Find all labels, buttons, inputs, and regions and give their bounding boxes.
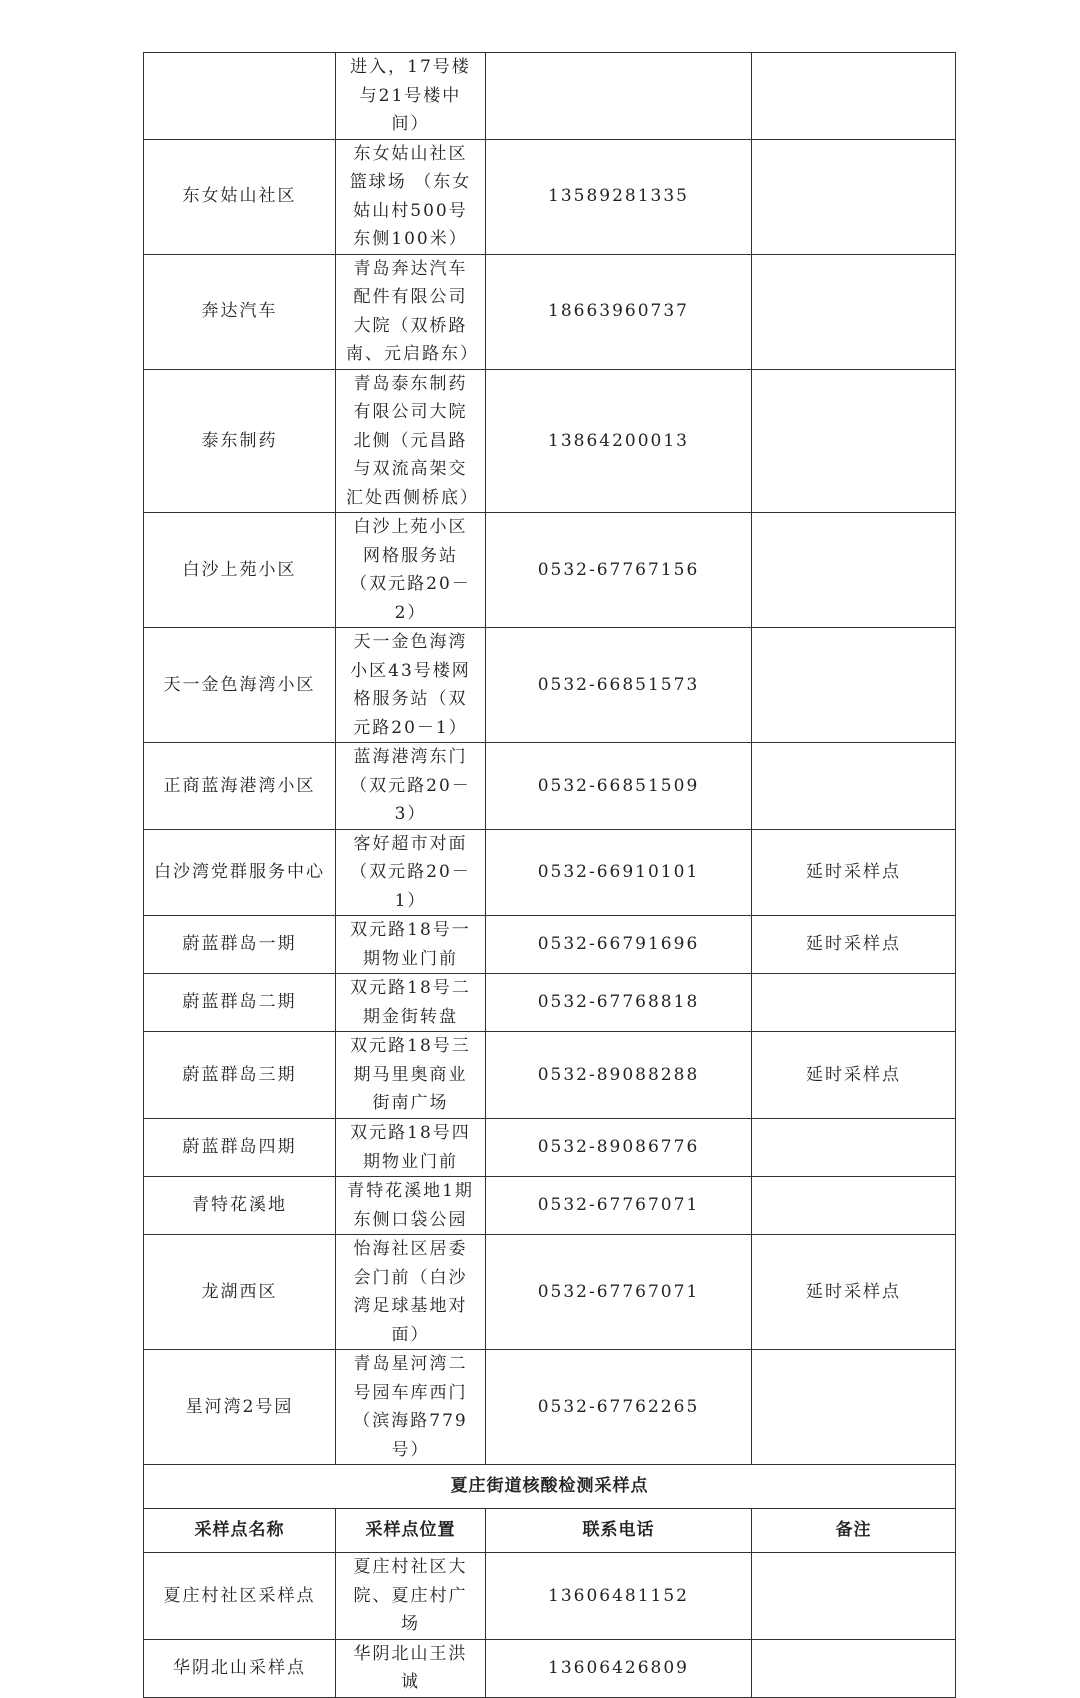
site-note [752,139,956,254]
site-phone: 0532-67768818 [486,974,752,1032]
site-phone: 0532-66851573 [486,628,752,743]
site-phone: 13606481152 [486,1553,752,1640]
site-location: 客好超市对面（双元路20－1） [336,829,486,916]
site-name: 夏庄村社区采样点 [144,1553,336,1640]
header-phone: 联系电话 [486,1509,752,1553]
site-location: 青特花溪地1期东侧口袋公园 [336,1177,486,1235]
site-note: 延时采样点 [752,1032,956,1119]
site-note [752,1350,956,1465]
section-title: 夏庄街道核酸检测采样点 [144,1465,956,1509]
site-location: 青岛泰东制药有限公司大院北侧（元昌路与双流高架交汇处西侧桥底） [336,369,486,513]
site-phone: 0532-67762265 [486,1350,752,1465]
site-note [752,254,956,369]
site-note [752,1553,956,1640]
site-name: 天一金色海湾小区 [144,628,336,743]
site-note [752,1177,956,1235]
table-row [144,1350,956,1465]
site-phone: 0532-67767156 [486,513,752,628]
site-name: 蔚蓝群岛一期 [144,916,336,974]
site-phone [486,53,752,140]
site-phone: 18663960737 [486,254,752,369]
site-location: 东女姑山社区篮球场 （东女姑山村500号东侧100米） [336,139,486,254]
table-row [144,254,956,369]
table-row [144,829,956,916]
site-name: 星河湾2号园 [144,1350,336,1465]
table-row [144,1235,956,1350]
site-name: 正商蓝海港湾小区 [144,743,336,830]
site-location: 双元路18号四期物业门前 [336,1119,486,1177]
site-name: 东女姑山社区 [144,139,336,254]
site-note [752,743,956,830]
site-name: 青特花溪地 [144,1177,336,1235]
table-row [144,1119,956,1177]
site-note [752,628,956,743]
site-name: 白沙上苑小区 [144,513,336,628]
table-row [144,743,956,830]
table-row [144,513,956,628]
table-row [144,53,956,140]
table-row [144,1032,956,1119]
site-name: 龙湖西区 [144,1235,336,1350]
site-name: 奔达汽车 [144,254,336,369]
site-location: 怡海社区居委会门前（白沙湾足球基地对面） [336,1235,486,1350]
site-phone: 0532-89088288 [486,1032,752,1119]
site-note [752,1639,956,1697]
site-note: 延时采样点 [752,829,956,916]
site-phone: 0532-66851509 [486,743,752,830]
site-location: 双元路18号一期物业门前 [336,916,486,974]
site-phone: 0532-66910101 [486,829,752,916]
site-location: 华阴北山王洪诚 [336,1639,486,1697]
header-note: 备注 [752,1509,956,1553]
header-location: 采样点位置 [336,1509,486,1553]
site-location: 天一金色海湾小区43号楼网格服务站（双元路20－1） [336,628,486,743]
site-phone: 13864200013 [486,369,752,513]
site-phone: 13589281335 [486,139,752,254]
site-location: 青岛奔达汽车配件有限公司大院（双桥路南、元启路东） [336,254,486,369]
sampling-sites-table [143,52,956,1698]
site-note [752,974,956,1032]
site-phone: 0532-66791696 [486,916,752,974]
site-note: 延时采样点 [752,1235,956,1350]
site-name: 蔚蓝群岛三期 [144,1032,336,1119]
site-location: 白沙上苑小区网格服务站（双元路20－2） [336,513,486,628]
site-phone: 0532-67767071 [486,1235,752,1350]
site-name: 蔚蓝群岛二期 [144,974,336,1032]
site-name: 白沙湾党群服务中心 [144,829,336,916]
table-row [144,974,956,1032]
table-row [144,369,956,513]
table-row [144,1553,956,1640]
header-row [144,1509,956,1553]
site-name [144,53,336,140]
site-note [752,513,956,628]
site-location: 夏庄村社区大院、夏庄村广场 [336,1553,486,1640]
table-row [144,916,956,974]
section-row [144,1465,956,1509]
site-name: 泰东制药 [144,369,336,513]
site-location: 青岛星河湾二号园车库西门（滨海路779号） [336,1350,486,1465]
site-location: 双元路18号二期金街转盘 [336,974,486,1032]
site-note [752,53,956,140]
table-row [144,1177,956,1235]
header-name: 采样点名称 [144,1509,336,1553]
site-location: 进入，17号楼与21号楼中间） [336,53,486,140]
site-note [752,369,956,513]
site-name: 蔚蓝群岛四期 [144,1119,336,1177]
site-note [752,1119,956,1177]
site-name: 华阴北山采样点 [144,1639,336,1697]
site-location: 蓝海港湾东门（双元路20－3） [336,743,486,830]
site-phone: 13606426809 [486,1639,752,1697]
table-row [144,628,956,743]
table-row [144,139,956,254]
site-note: 延时采样点 [752,916,956,974]
site-phone: 0532-89086776 [486,1119,752,1177]
table-row [144,1639,956,1697]
site-phone: 0532-67767071 [486,1177,752,1235]
site-location: 双元路18号三期马里奥商业街南广场 [336,1032,486,1119]
